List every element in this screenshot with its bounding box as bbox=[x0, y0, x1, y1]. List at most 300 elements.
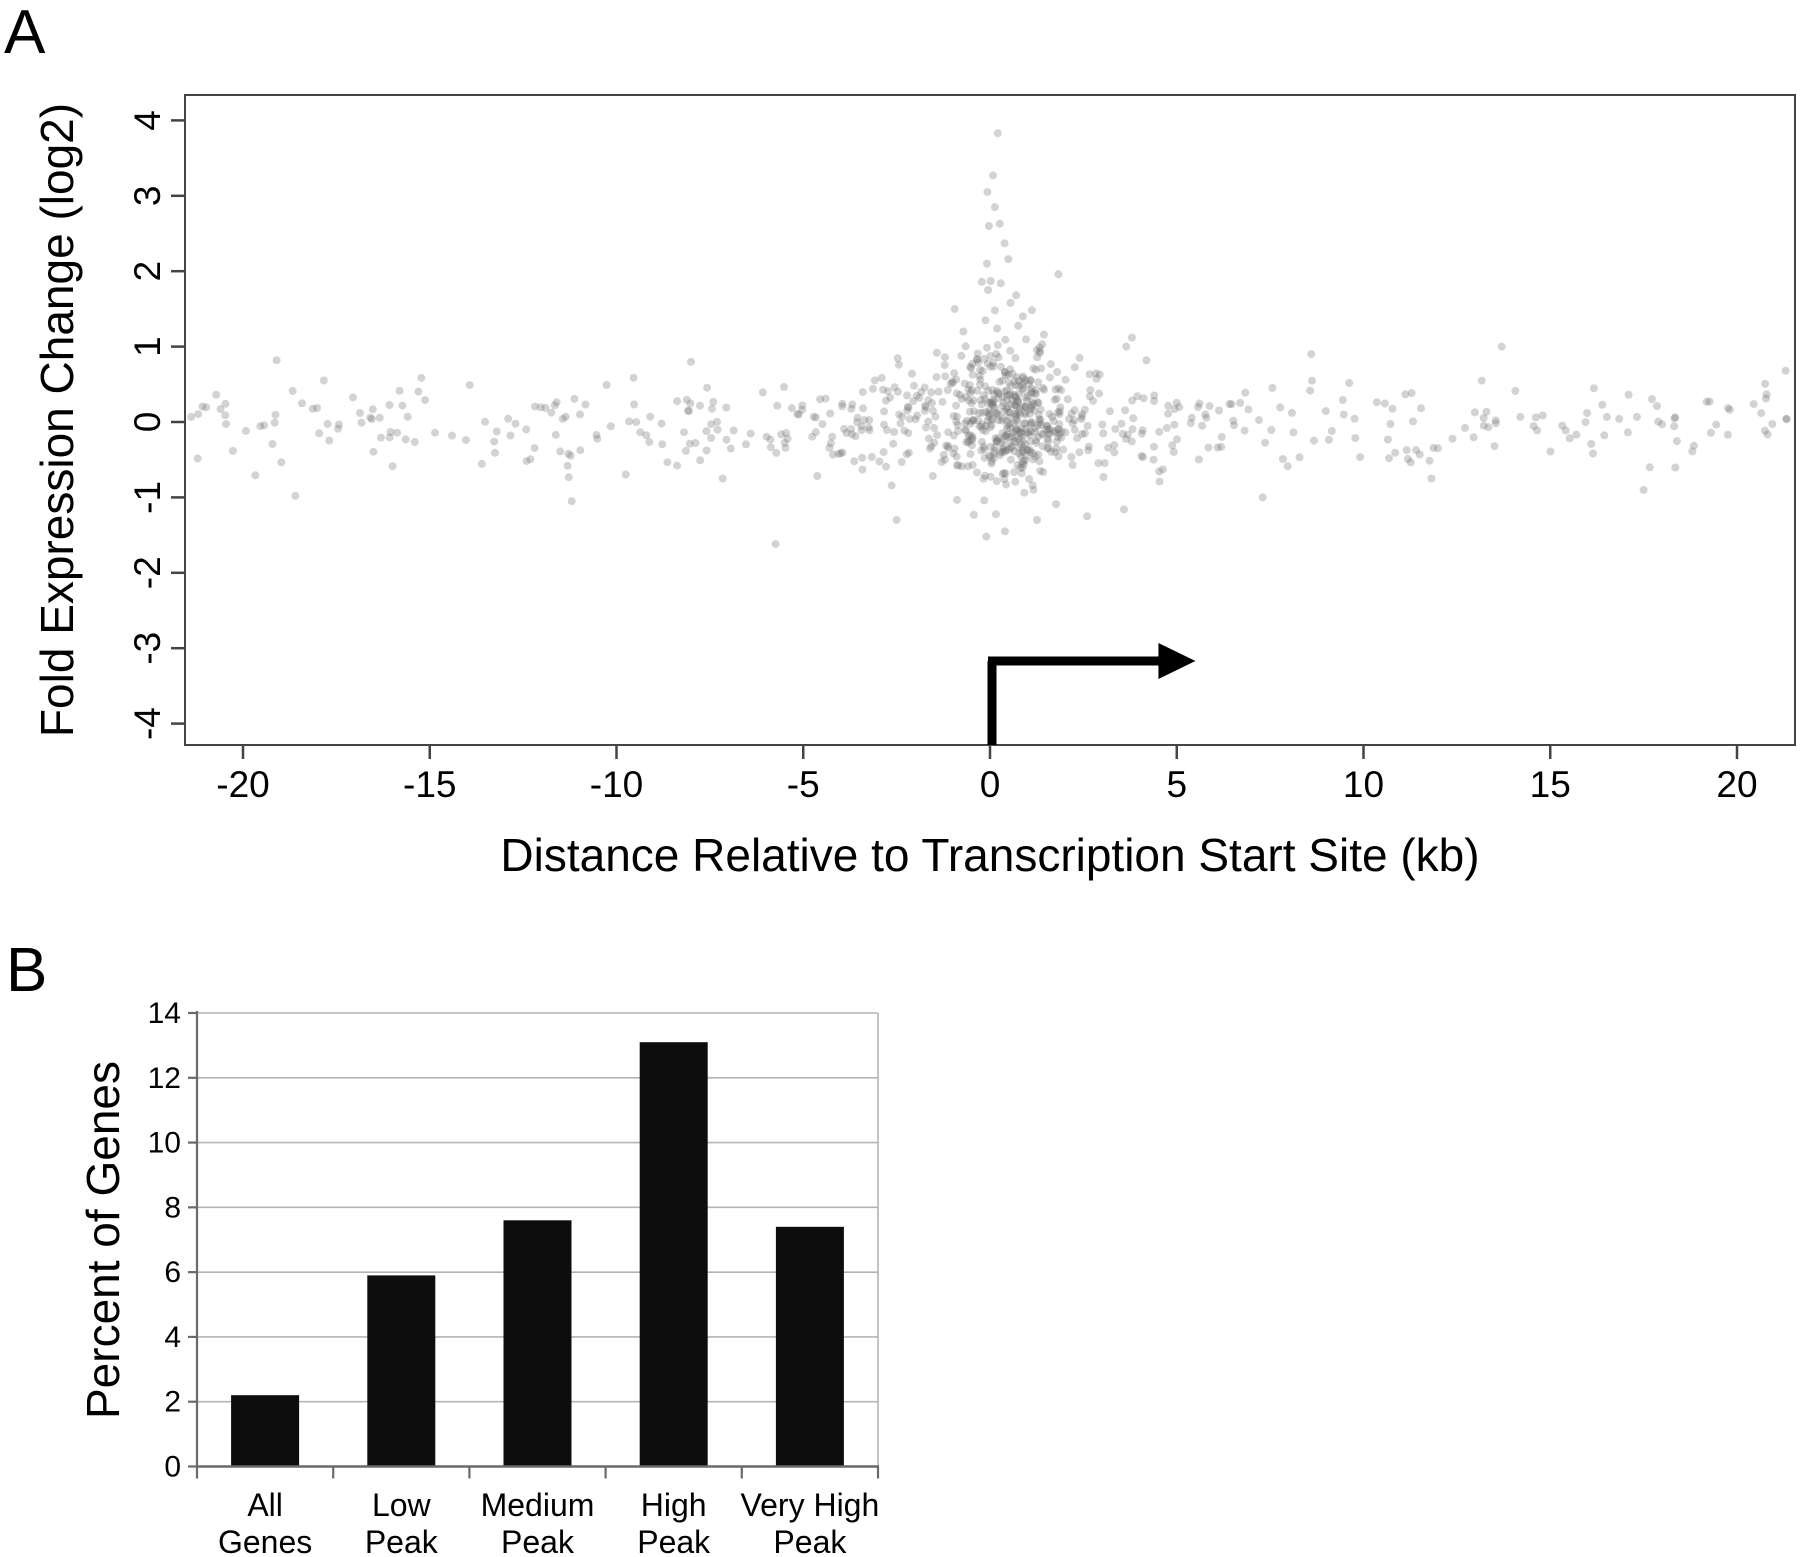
scatter-point bbox=[289, 387, 297, 395]
scatter-point bbox=[320, 377, 328, 385]
scatter-point bbox=[636, 428, 644, 436]
scatter-point bbox=[1308, 377, 1316, 385]
y-tick-label: 10 bbox=[147, 1126, 181, 1160]
scatter-point bbox=[630, 401, 638, 409]
scatter-point bbox=[988, 386, 996, 394]
scatter-point bbox=[404, 413, 412, 421]
y-tick-label: 3 bbox=[126, 185, 168, 207]
scatter-point bbox=[1202, 414, 1210, 422]
scatter-point bbox=[1085, 443, 1093, 451]
scatter-point bbox=[976, 366, 984, 374]
scatter-point bbox=[709, 398, 717, 406]
scatter-point bbox=[882, 463, 890, 471]
scatter-point bbox=[1073, 434, 1081, 442]
scatter-point bbox=[982, 533, 990, 541]
scatter-point bbox=[1071, 363, 1079, 371]
x-tick-label: -15 bbox=[403, 764, 457, 805]
scatter-point bbox=[1782, 367, 1790, 375]
scatter-point bbox=[888, 481, 896, 489]
scatter-point bbox=[1325, 436, 1333, 444]
scatter-point bbox=[1307, 350, 1315, 358]
scatter-point bbox=[981, 382, 989, 390]
scatter-point bbox=[1409, 417, 1417, 425]
scatter-point bbox=[991, 203, 999, 211]
scatter-point bbox=[850, 457, 858, 465]
scatter-plot bbox=[127, 95, 1795, 805]
scatter-point bbox=[763, 433, 771, 441]
scatter-point bbox=[356, 409, 364, 417]
scatter-point bbox=[1067, 453, 1075, 461]
scatter-point bbox=[1170, 421, 1178, 429]
scatter-point bbox=[1590, 384, 1598, 392]
scatter-point bbox=[983, 344, 991, 352]
scatter-point bbox=[905, 404, 913, 412]
scatter-point bbox=[1426, 457, 1434, 465]
scatter-point bbox=[1449, 435, 1457, 443]
scatter-point bbox=[1099, 429, 1107, 437]
scatter-point bbox=[1403, 446, 1411, 454]
scatter-point bbox=[448, 432, 456, 440]
scatter-point bbox=[376, 414, 384, 422]
scatter-point bbox=[1279, 455, 1287, 463]
scatter-point bbox=[553, 398, 561, 406]
scatter-point bbox=[983, 260, 991, 268]
scatter-point bbox=[1640, 486, 1648, 494]
scatter-point bbox=[1054, 270, 1062, 278]
scatter-point bbox=[941, 353, 949, 361]
scatter-point bbox=[964, 438, 972, 446]
scatter-point bbox=[680, 428, 688, 436]
scatter-point bbox=[910, 382, 918, 390]
scatter-point bbox=[691, 439, 699, 447]
scatter-point bbox=[1110, 441, 1118, 449]
scatter-point bbox=[1757, 409, 1765, 417]
scatter-point bbox=[570, 395, 578, 403]
scatter-point bbox=[493, 428, 501, 436]
scatter-point bbox=[1471, 408, 1479, 416]
scatter-point bbox=[369, 405, 377, 413]
scatter-point bbox=[1356, 453, 1364, 461]
scatter-point bbox=[1122, 343, 1130, 351]
scatter-point bbox=[970, 511, 978, 519]
scatter-point bbox=[396, 387, 404, 395]
scatter-point bbox=[1129, 414, 1137, 422]
scatter-point bbox=[645, 438, 653, 446]
scatter-point bbox=[998, 402, 1006, 410]
scatter-point bbox=[1164, 410, 1172, 418]
scatter-point bbox=[658, 440, 666, 448]
y-tick-label: 4 bbox=[164, 1320, 181, 1354]
scatter-point bbox=[1417, 404, 1425, 412]
scatter-point bbox=[966, 408, 974, 416]
y-tick-label: 0 bbox=[126, 411, 168, 433]
scatter-point bbox=[1076, 448, 1084, 456]
scatter-point bbox=[1480, 422, 1488, 430]
scatter-point bbox=[1047, 360, 1055, 368]
scatter-yaxis-title: Fold Expression Change (log2) bbox=[31, 102, 83, 738]
scatter-point bbox=[953, 496, 961, 504]
x-tick-label: 10 bbox=[1342, 764, 1385, 805]
scatter-point bbox=[795, 411, 803, 419]
scatter-point bbox=[1062, 376, 1070, 384]
scatter-point bbox=[982, 316, 990, 324]
scatter-point bbox=[986, 423, 994, 431]
scatter-point bbox=[985, 452, 993, 460]
scatter-point bbox=[1206, 402, 1214, 410]
scatter-point bbox=[708, 405, 716, 413]
y-tick-label: 12 bbox=[147, 1061, 181, 1095]
scatter-point bbox=[1195, 456, 1203, 464]
scatter-point bbox=[1011, 433, 1019, 441]
scatter-point bbox=[772, 449, 780, 457]
scatter-point bbox=[1078, 415, 1086, 423]
scatter-point bbox=[1011, 354, 1019, 362]
scatter-point bbox=[714, 426, 722, 434]
scatter-point bbox=[1310, 437, 1318, 445]
scatter-point bbox=[1712, 421, 1720, 429]
scatter-point bbox=[194, 455, 202, 463]
scatter-point bbox=[1007, 382, 1015, 390]
bar-category-label-line2: Peak bbox=[501, 1524, 574, 1557]
scatter-point bbox=[908, 370, 916, 378]
scatter-point bbox=[562, 413, 570, 421]
scatter-point bbox=[1480, 414, 1488, 422]
scatter-point bbox=[1387, 420, 1395, 428]
scatter-point bbox=[349, 393, 357, 401]
scatter-point bbox=[229, 447, 237, 455]
scatter-point bbox=[1029, 455, 1037, 463]
scatter-point bbox=[1156, 478, 1164, 486]
scatter-point bbox=[1768, 420, 1776, 428]
bar-category-label-line2: Genes bbox=[217, 1524, 313, 1557]
scatter-point bbox=[696, 402, 704, 410]
scatter-point bbox=[298, 399, 306, 407]
scatter-point bbox=[1163, 424, 1171, 432]
scatter-point bbox=[531, 444, 539, 452]
scatter-point bbox=[1391, 449, 1399, 457]
scatter-point bbox=[978, 278, 986, 286]
y-tick-label: 14 bbox=[147, 997, 181, 1030]
scatter-point bbox=[1022, 335, 1030, 343]
scatter-point bbox=[1761, 380, 1769, 388]
scatter-point bbox=[1625, 391, 1633, 399]
scatter-point bbox=[491, 449, 499, 457]
scatter-point bbox=[993, 325, 1001, 333]
scatter-point bbox=[1011, 478, 1019, 486]
y-tick-label: 6 bbox=[164, 1256, 181, 1290]
scatter-point bbox=[847, 405, 855, 413]
scatter-point bbox=[414, 388, 422, 396]
scatter-point bbox=[931, 413, 939, 421]
scatter-point bbox=[997, 279, 1005, 287]
scatter-point bbox=[1010, 468, 1018, 476]
scatter-point bbox=[1017, 452, 1025, 460]
scatter-point bbox=[1322, 407, 1330, 415]
scatter-point bbox=[1385, 454, 1393, 462]
y-tick-label: -3 bbox=[126, 631, 168, 665]
scatter-point bbox=[696, 456, 704, 464]
scatter-point bbox=[909, 397, 917, 405]
y-tick-label: -2 bbox=[126, 556, 168, 590]
scatter-xaxis-title: Distance Relative to Transcription Start Site (kb) bbox=[500, 829, 1480, 881]
scatter-point bbox=[1003, 392, 1011, 400]
scatter-point bbox=[1101, 459, 1109, 467]
scatter-point bbox=[922, 403, 930, 411]
scatter-point bbox=[607, 422, 615, 430]
scatter-point bbox=[994, 129, 1002, 137]
scatter-point bbox=[1401, 390, 1409, 398]
scatter-point bbox=[1054, 426, 1062, 434]
scatter-point bbox=[187, 413, 195, 421]
scatter-point bbox=[835, 450, 843, 458]
scatter-point bbox=[866, 426, 874, 434]
scatter-point bbox=[992, 350, 1000, 358]
scatter-point bbox=[1001, 527, 1009, 535]
scatter-point bbox=[313, 404, 321, 412]
scatter-point bbox=[985, 406, 993, 414]
scatter-point bbox=[930, 424, 938, 432]
scatter-point bbox=[537, 403, 545, 411]
scatter-point bbox=[999, 470, 1007, 478]
scatter-point bbox=[810, 413, 818, 421]
scatter-point bbox=[1214, 444, 1222, 452]
scatter-point bbox=[1056, 403, 1064, 411]
scatter-point bbox=[967, 450, 975, 458]
scatter-point bbox=[858, 466, 866, 474]
scatter-point bbox=[1020, 384, 1028, 392]
scatter-point bbox=[1646, 463, 1654, 471]
scatter-point bbox=[673, 397, 681, 405]
scatter-point bbox=[1020, 460, 1028, 468]
scatter-point bbox=[1034, 399, 1042, 407]
scatter-point bbox=[959, 328, 967, 336]
scatter-point bbox=[1001, 336, 1009, 344]
scatter-point bbox=[565, 473, 573, 481]
scatter-point bbox=[1583, 409, 1591, 417]
scatter-point bbox=[1036, 347, 1044, 355]
scatter-point bbox=[1007, 456, 1015, 464]
y-tick-label: 0 bbox=[164, 1450, 181, 1484]
scatter-point bbox=[900, 427, 908, 435]
scatter-point bbox=[1259, 493, 1267, 501]
scatter-point bbox=[1069, 461, 1077, 469]
scatter-point bbox=[1261, 439, 1269, 447]
scatter-point bbox=[1726, 406, 1734, 414]
scatter-point bbox=[819, 420, 827, 428]
scatter-point bbox=[1707, 429, 1715, 437]
scatter-point bbox=[816, 395, 824, 403]
scatter-point bbox=[941, 456, 949, 464]
scatter-point bbox=[1470, 433, 1478, 441]
scatter-point bbox=[895, 361, 903, 369]
scatter-point bbox=[991, 306, 999, 314]
scatter-point bbox=[1055, 410, 1063, 418]
scatter-point bbox=[742, 440, 750, 448]
scatter-point bbox=[1671, 464, 1679, 472]
scatter-point bbox=[260, 421, 268, 429]
scatter-point bbox=[1171, 405, 1179, 413]
x-tick-label: 15 bbox=[1529, 764, 1571, 805]
scatter-point bbox=[1598, 401, 1606, 409]
scatter-point bbox=[1624, 428, 1632, 436]
scatter-point bbox=[993, 477, 1001, 485]
scatter-point bbox=[1142, 356, 1150, 364]
bar bbox=[231, 1395, 299, 1466]
scatter-point bbox=[673, 462, 681, 470]
scatter-point bbox=[966, 389, 974, 397]
scatter-point bbox=[890, 428, 898, 436]
scatter-point bbox=[402, 435, 410, 443]
scatter-point bbox=[1037, 364, 1045, 372]
scatter-point bbox=[1416, 451, 1424, 459]
scatter-point bbox=[1052, 500, 1060, 508]
scatter-point bbox=[941, 372, 949, 380]
panel-a-label: A bbox=[4, 0, 46, 67]
bar-category-label-line2: Peak bbox=[637, 1524, 711, 1557]
scatter-point bbox=[358, 419, 366, 427]
bars bbox=[231, 1042, 844, 1466]
scatter-point bbox=[952, 402, 960, 410]
scatter-point bbox=[576, 410, 584, 418]
scatter-point bbox=[1289, 428, 1297, 436]
scatter-point bbox=[1427, 475, 1435, 483]
scatter-point bbox=[891, 383, 899, 391]
scatter-point bbox=[933, 431, 941, 439]
scatter-point bbox=[1673, 437, 1681, 445]
scatter-point bbox=[1012, 425, 1020, 433]
scatter-point bbox=[1029, 364, 1037, 372]
scatter-x-axis bbox=[216, 745, 1757, 805]
scatter-point bbox=[759, 388, 767, 396]
scatter-point bbox=[556, 447, 564, 455]
x-tick-label: 5 bbox=[1166, 764, 1188, 805]
scatter-point bbox=[1429, 444, 1437, 452]
scatter-point bbox=[1033, 516, 1041, 524]
scatter-point bbox=[1039, 468, 1047, 476]
scatter-point bbox=[983, 188, 991, 196]
scatter-point bbox=[933, 349, 941, 357]
scatter-point bbox=[1121, 406, 1129, 414]
scatter-point bbox=[1001, 239, 1009, 247]
scatter-point bbox=[632, 418, 640, 426]
scatter-point bbox=[221, 411, 229, 419]
scatter-point bbox=[466, 381, 474, 389]
scatter-point bbox=[905, 449, 913, 457]
scatter-point bbox=[1026, 448, 1034, 456]
scatter-point bbox=[1006, 439, 1014, 447]
scatter-point bbox=[567, 452, 575, 460]
scatter-point bbox=[951, 305, 959, 313]
scatter-point bbox=[813, 472, 821, 480]
scatter-point bbox=[1276, 403, 1284, 411]
scatter-point bbox=[930, 439, 938, 447]
scatter-point bbox=[212, 391, 220, 399]
scatter-point bbox=[859, 388, 867, 396]
scatter-point bbox=[1572, 431, 1580, 439]
scatter-point bbox=[973, 469, 981, 477]
scatter-point bbox=[1328, 427, 1336, 435]
scatter-point bbox=[1110, 448, 1118, 456]
scatter-point bbox=[504, 415, 512, 423]
scatter-point bbox=[933, 373, 941, 381]
scatter-point bbox=[1351, 434, 1359, 442]
scatter-point bbox=[773, 402, 781, 410]
scatter-point bbox=[969, 371, 977, 379]
scatter-point bbox=[1671, 414, 1679, 422]
scatter-point bbox=[941, 361, 949, 369]
scatter-point bbox=[952, 376, 960, 384]
scatter-point bbox=[1498, 343, 1506, 351]
scatter-point bbox=[723, 436, 731, 444]
scatter-point bbox=[993, 437, 1001, 445]
scatter-point bbox=[722, 404, 730, 412]
scatter-point bbox=[1783, 415, 1791, 423]
scatter-point bbox=[1055, 385, 1063, 393]
scatter-point bbox=[334, 425, 342, 433]
scatter-point bbox=[1268, 384, 1276, 392]
scatter-point bbox=[462, 436, 470, 444]
scatter-point bbox=[512, 420, 520, 428]
scatter-point bbox=[522, 425, 530, 433]
scatter-point bbox=[1044, 437, 1052, 445]
scatter-point bbox=[1351, 415, 1359, 423]
scatter-point bbox=[882, 397, 890, 405]
scatter-point bbox=[903, 391, 911, 399]
scatter-point bbox=[1044, 430, 1052, 438]
scatter-point bbox=[1140, 394, 1148, 402]
scatter-point bbox=[646, 413, 654, 421]
scatter-point bbox=[1633, 413, 1641, 421]
scatter-point bbox=[868, 453, 876, 461]
y-tick-label: 1 bbox=[126, 336, 168, 357]
y-tick-label: 2 bbox=[164, 1385, 181, 1419]
scatter-point bbox=[944, 428, 952, 436]
scatter-point bbox=[1478, 377, 1486, 385]
bar-category-labels bbox=[218, 1487, 879, 1557]
bar-category-label-line1: Very High bbox=[740, 1487, 880, 1523]
scatter-point bbox=[1600, 431, 1608, 439]
scatter-point bbox=[1194, 403, 1202, 411]
scatter-point bbox=[1155, 468, 1163, 476]
bar-yaxis-title: Percent of Genes bbox=[77, 1061, 129, 1419]
scatter-point bbox=[1155, 428, 1163, 436]
scatter-point bbox=[1198, 422, 1206, 430]
scatter-point bbox=[1086, 392, 1094, 400]
scatter-point bbox=[927, 388, 935, 396]
scatter-point bbox=[992, 510, 1000, 518]
scatter-point bbox=[1384, 436, 1392, 444]
scatter-point bbox=[840, 425, 848, 433]
scatter-point bbox=[315, 429, 323, 437]
bar bbox=[640, 1042, 708, 1466]
scatter-point bbox=[1461, 424, 1469, 432]
scatter-point bbox=[1059, 446, 1067, 454]
scatter-point bbox=[1098, 421, 1106, 429]
scatter-point bbox=[202, 403, 210, 411]
scatter-point bbox=[958, 395, 966, 403]
scatter-point bbox=[1690, 442, 1698, 450]
scatter-point bbox=[1150, 397, 1158, 405]
scatter-point bbox=[912, 415, 920, 423]
scatter-point bbox=[1229, 417, 1237, 425]
scatter-point bbox=[552, 431, 560, 439]
scatter-point bbox=[1188, 414, 1196, 422]
scatter-point bbox=[994, 341, 1002, 349]
bar bbox=[776, 1227, 844, 1467]
scatter-point bbox=[251, 471, 259, 479]
scatter-point bbox=[417, 374, 425, 382]
scatter-point bbox=[747, 430, 755, 438]
